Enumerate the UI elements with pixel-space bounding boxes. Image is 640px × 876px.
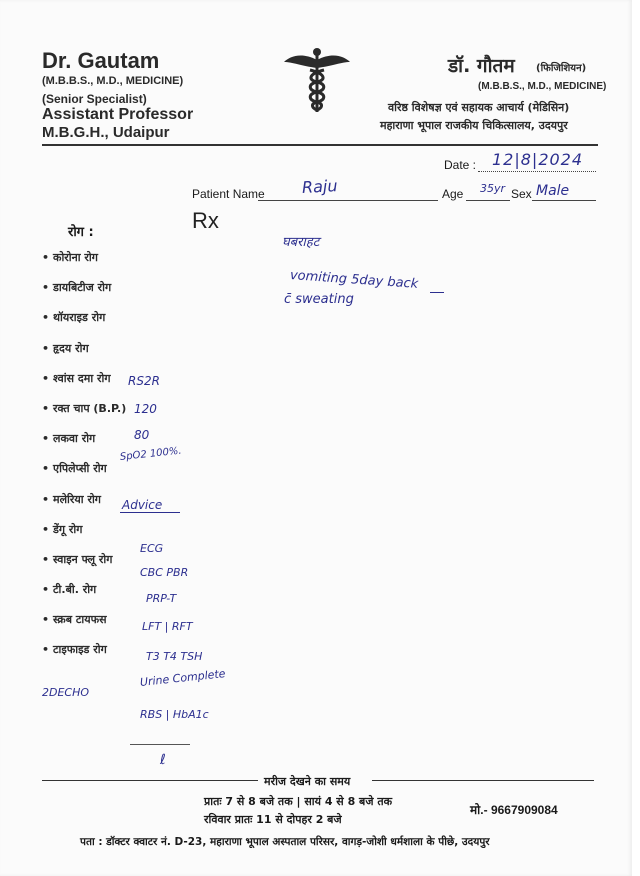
- header-divider: [42, 144, 598, 146]
- bullet-icon: •: [42, 251, 50, 264]
- hospital-en: M.B.G.H., Udaipur: [42, 124, 170, 141]
- footer-divider: [42, 780, 258, 781]
- list-item: • टी.बी. रोग: [42, 583, 97, 597]
- spo2-note: SpO2 100%.: [119, 445, 183, 463]
- sex-line: [532, 200, 596, 201]
- signature: ℓ: [160, 752, 166, 768]
- patient-name-value: Raju: [301, 176, 338, 197]
- footer-divider: [372, 780, 594, 781]
- senior-title-en: (Senior Specialist): [42, 92, 147, 106]
- complaint-note: घबराहट: [282, 235, 320, 250]
- age-value: 35yr: [480, 182, 506, 195]
- age-label: Age: [442, 187, 464, 201]
- timing-weekday: प्रातः 7 से 8 बजे तक | सायं 4 से 8 बजे तक: [204, 795, 393, 808]
- list-item: • स्वाइन फ्लू रोग: [42, 552, 113, 566]
- test-note: CBC PBR: [140, 566, 189, 579]
- bullet-icon: •: [42, 401, 50, 415]
- disease-heading: रोग :: [68, 225, 94, 240]
- complaint-note: vomiting 5day back: [289, 268, 419, 292]
- rx-symbol: Rx: [192, 208, 219, 233]
- date-value: 12|8|2024: [492, 150, 584, 169]
- sex-value: Male: [536, 183, 570, 199]
- test-note: ECG: [140, 542, 164, 555]
- test-note: RBS | HbA1c: [140, 708, 209, 721]
- doctor-name-hi: डॉ. गौतम: [448, 55, 515, 77]
- list-item: • थॉयराइड रोग: [42, 311, 106, 325]
- list-item: • हृदय रोग: [42, 341, 89, 355]
- hospital-hi: महाराणा भूपाल राजकीय चिकित्सालय, उदयपुर: [380, 119, 568, 132]
- pulse-note: 80: [134, 428, 150, 442]
- specialty-hi: (फिजिशियन): [536, 63, 587, 74]
- patient-name-label: Patient Name: [192, 187, 265, 201]
- designation-hi: वरिष्ठ विशेषज्ञ एवं सहायक आचार्य (मेडिसिन): [388, 101, 570, 114]
- bullet-icon: •: [42, 311, 50, 325]
- test-note: T3 T4 TSH: [146, 650, 203, 663]
- age-line: [466, 200, 510, 201]
- date-line: [478, 171, 596, 172]
- timing-sunday: रविवार प्रातः 11 से दोपहर 2 बजे: [204, 813, 342, 826]
- list-item: • लकवा रोग: [42, 432, 96, 446]
- signature-line: [130, 744, 190, 745]
- timing-heading: मरीज देखने का समय: [264, 775, 351, 788]
- bullet-icon: •: [42, 552, 50, 566]
- qualifications-en: (M.B.B.S., M.D., MEDICINE): [42, 75, 184, 87]
- bullet-icon: •: [42, 643, 50, 657]
- bullet-icon: •: [42, 462, 50, 476]
- list-item: • मलेरिया रोग: [42, 492, 101, 506]
- test-note: LFT | RFT: [142, 620, 193, 633]
- test-note: PRP-T: [146, 592, 177, 605]
- rs-note: RS2R: [128, 374, 160, 388]
- list-item: • रक्त चाप (B.P.): [42, 401, 127, 415]
- bullet-icon: •: [42, 281, 50, 295]
- test-note: Urine Complete: [139, 667, 227, 689]
- test-note: 2DECHO: [42, 686, 90, 699]
- date-label: Date :: [444, 158, 477, 172]
- patient-name-line: [258, 200, 438, 201]
- bullet-icon: •: [42, 522, 50, 536]
- complaint-note: c̄ sweating: [284, 292, 354, 307]
- list-item: • कोरोना रोग: [42, 251, 98, 264]
- caduceus-icon: [282, 46, 352, 114]
- position-en: Assistant Professor: [42, 106, 194, 123]
- clinic-address: पता : डॉक्टर क्वाटर नं. D-23, महाराणा भूपाल अस्पताल परिसर, वागड़-जोशी धर्मशाला के पीछे, उदयपुर: [80, 836, 490, 848]
- bullet-icon: •: [42, 432, 50, 446]
- doctor-name-en: Dr. Gautam: [42, 48, 160, 73]
- qualifications-hi: (M.B.B.S., M.D., MEDICINE): [478, 81, 607, 92]
- list-item: • श्वांस दमा रोग: [42, 371, 111, 385]
- list-item: • डायबिटीज रोग: [42, 281, 112, 295]
- sex-label: Sex: [511, 187, 532, 201]
- list-item: • डेंगू रोग: [42, 522, 83, 536]
- bullet-icon: •: [42, 583, 50, 597]
- advice-note: Advice: [122, 498, 163, 512]
- list-item: • स्क्रब टायफस: [42, 613, 107, 627]
- bullet-icon: •: [42, 371, 50, 385]
- pen-mark: [430, 292, 444, 293]
- mobile-number: मो.- 9667909084: [470, 803, 558, 817]
- pen-mark: [120, 512, 180, 513]
- bullet-icon: •: [42, 341, 50, 355]
- bp-note: 120: [134, 402, 157, 416]
- list-item: • टाइफाइड रोग: [42, 643, 107, 657]
- list-item: • एपिलेप्सी रोग: [42, 462, 107, 476]
- disease-list: [42, 250, 126, 673]
- bullet-icon: •: [42, 492, 50, 506]
- bullet-icon: •: [42, 613, 50, 627]
